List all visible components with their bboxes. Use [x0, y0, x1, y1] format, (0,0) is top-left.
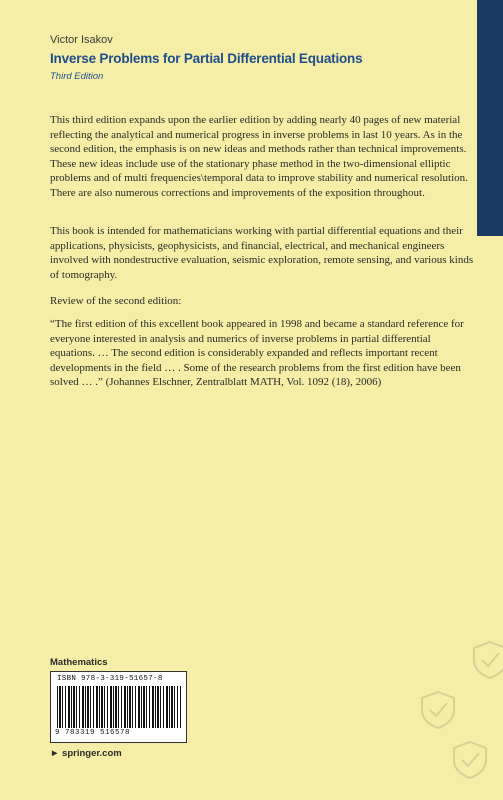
isbn-barcode [50, 671, 187, 743]
description-paragraph-1: This third edition expands upon the earlier edition by adding nearly 40 pages of new material reflecting the analytical and numerical progress in inverse problems in last 10 years. As in the second edition, the emphasis is on new ideas and methods rather than technical improvements. These new ideas include use of the stationary phase method in the two-dimensional elliptic problems and of multi frequencies\temporal data to improve stability and numerical resolution. There are also numerous corrections and improvements of the exposition throughout. [50, 114, 468, 199]
book-title: Inverse Problems for Partial Differential Equations [50, 51, 363, 66]
shield-watermark-icon [470, 640, 503, 680]
description-paragraph-2: This book is intended for mathematicians working with partial differential equations and their applications, physicists, geophysicists, and financial, electrical, and mechanical engineers involved with nondestructive evaluation, seismic exploration, remote sensing, and various kinds of tomography. [50, 225, 474, 281]
shield-watermark-icon [418, 690, 458, 730]
review-heading: Review of the second edition: [50, 295, 182, 307]
subject-label: Mathematics [50, 657, 108, 668]
edition-label: Third Edition [50, 71, 104, 82]
barcode-bars [57, 686, 181, 728]
shield-watermark-icon [450, 740, 490, 780]
barcode-digits: 9 783319 516578 [55, 729, 131, 737]
author-name: Victor Isakov [50, 34, 113, 46]
spine-color-bar [477, 0, 503, 236]
review-quote: “The first edition of this excellent book appeared in 1998 and became a standard reference for everyone interested in analysis and numerics of inverse problems in partial differential equations. … The second edition is considerably expanded and reflects important recent developments in the field … . Some of the research problems from the first edition have been solved … .” (Johannes Elschner, Zentralblatt MATH, Vol. 1092 (18), 2006) [50, 318, 464, 389]
publisher-website: ► springer.com [50, 748, 122, 759]
isbn-text: ISBN 978-3-319-51657-8 [57, 675, 163, 683]
